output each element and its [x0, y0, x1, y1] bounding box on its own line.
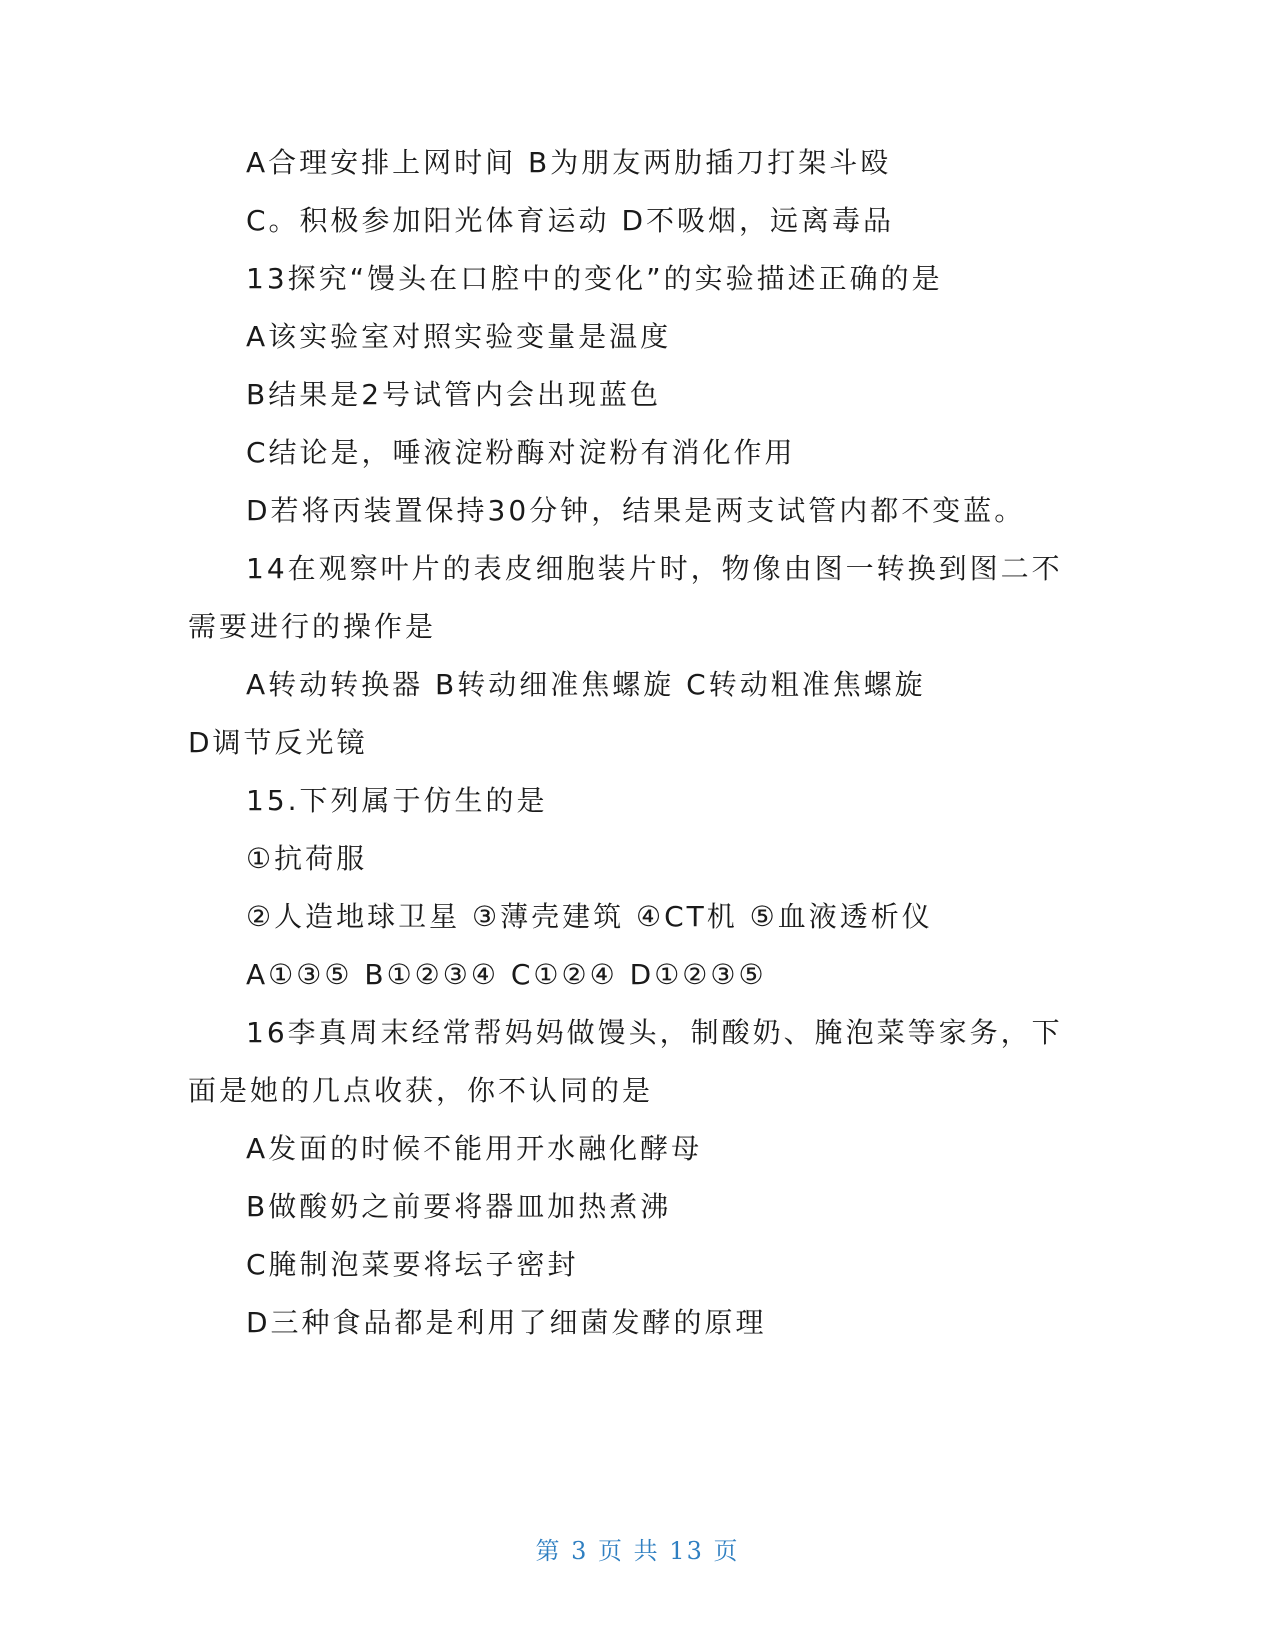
text-line-q16-question-cont: 面是她的几点收获，你不认同的是 [188, 1074, 654, 1107]
text-line-q13-question: 13探究“馒头在口腔中的变化”的实验描述正确的是 [246, 262, 943, 295]
text-line-q16-option-d: D三种食品都是利用了细菌发酵的原理 [246, 1306, 767, 1339]
text-line-q16-question: 16李真周末经常帮妈妈做馒头，制酸奶、腌泡菜等家务，下 [246, 1016, 1063, 1049]
text-line-q16-option-a: A发面的时候不能用开水融化酵母 [246, 1132, 703, 1165]
text-line-q13-option-a: A该实验室对照实验变量是温度 [246, 320, 672, 353]
text-line-q16-option-b: B做酸奶之前要将器皿加热煮沸 [246, 1190, 672, 1223]
text-line-q13-option-d: D若将丙装置保持30分钟，结果是两支试管内都不变蓝。 [246, 494, 1026, 527]
page-number-footer: 第 3 页 共 13 页 [535, 1537, 740, 1565]
text-line-q15-options: A①③⑤ B①②③④ C①②④ D①②③⑤ [246, 958, 767, 991]
text-line-q14-options-abc: A转动转换器 B转动细准焦螺旋 C转动粗准焦螺旋 [246, 668, 926, 701]
text-line-q14-option-d: D调节反光镜 [188, 726, 368, 759]
text-line-q12-options-ab: A合理安排上网时间 B为朋友两肋插刀打架斗殴 [246, 146, 892, 179]
text-line-q15-item-1: ①抗荷服 [246, 842, 368, 875]
text-line-q14-question-cont: 需要进行的操作是 [188, 610, 437, 643]
text-line-q13-option-c: C结论是，唾液淀粉酶对淀粉有消化作用 [246, 436, 796, 469]
text-line-q12-options-cd: C。积极参加阳光体育运动 D不吸烟，远离毒品 [246, 204, 895, 237]
text-line-q13-option-b: B结果是2号试管内会出现蓝色 [246, 378, 662, 411]
text-line-q15-items-2-5: ②人造地球卫星 ③薄壳建筑 ④CT机 ⑤血液透析仪 [246, 900, 933, 933]
text-line-q14-question: 14在观察叶片的表皮细胞装片时，物像由图一转换到图二不 [246, 552, 1063, 585]
text-line-q15-question: 15.下列属于仿生的是 [246, 784, 548, 817]
text-line-q16-option-c: C腌制泡菜要将坛子密封 [246, 1248, 579, 1281]
